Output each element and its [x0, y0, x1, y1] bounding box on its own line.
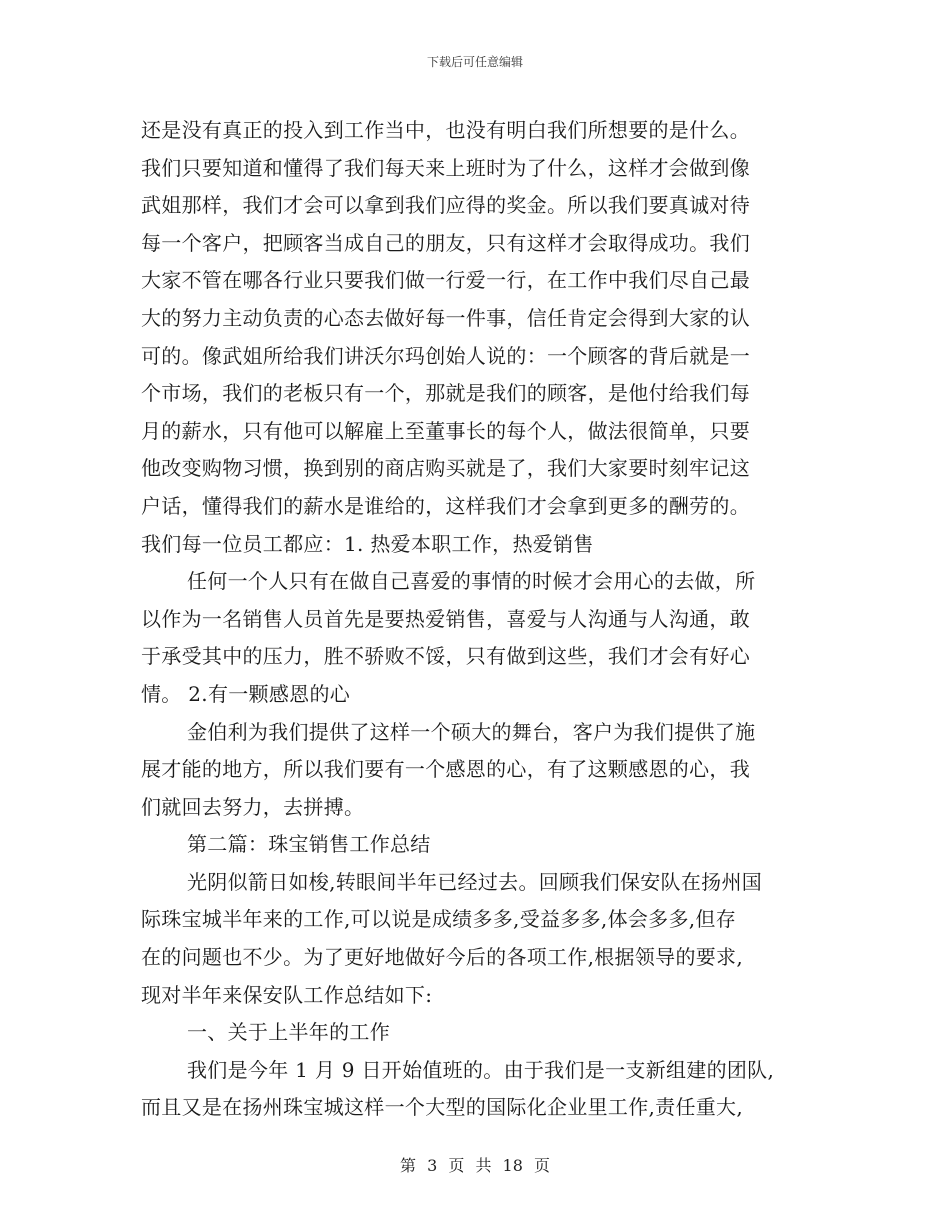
body-line: 我们每一位员工都应：1. 热爱本职工作，热爱销售	[141, 531, 594, 556]
body-line: 个市场，我们的老板只有一个，那就是我们的顾客，是他付给我们每	[141, 381, 750, 406]
body-line: 可的。像武姐所给我们讲沃尔玛创始人说的：一个顾客的背后就是一	[141, 343, 750, 368]
body-line: 每一个客户，把顾客当成自己的朋友，只有这样才会取得成功。我们	[141, 230, 750, 255]
body-line: 际珠宝城半年来的工作,可以说是成绩多多,受益多多,体会多多,但存	[141, 907, 737, 932]
subsection-heading: 一、关于上半年的工作	[187, 1020, 390, 1045]
page-footer: 第 3 页 共 18 页	[400, 1156, 550, 1175]
body-line: 而且又是在扬州珠宝城这样一个大型的国际化企业里工作,责任重大,	[141, 1095, 744, 1120]
body-line: 武姐那样，我们才会可以拿到我们应得的奖金。所以我们要真诚对待	[141, 193, 750, 218]
body-line: 我们只要知道和懂得了我们每天来上班时为了什么，这样才会做到像	[141, 155, 750, 180]
body-line: 我们是今年 1 月 9 日开始值班的。由于我们是一支新组建的团队,	[187, 1057, 775, 1082]
body-line: 任何一个人只有在做自己喜爱的事情的时候才会用心的去做，所	[187, 569, 756, 594]
body-line: 月的薪水，只有他可以解雇上至董事长的每个人，做法很简单，只要	[141, 418, 750, 443]
body-line: 还是没有真正的投入到工作当中，也没有明白我们所想要的是什么。	[141, 118, 750, 142]
body-line: 情。 2.有一颗感恩的心	[141, 681, 351, 706]
body-line: 他改变购物习惯，换到别的商店购买就是了，我们大家要时刻牢记这	[141, 456, 750, 481]
body-line: 在的问题也不少。为了更好地做好今后的各项工作,根据领导的要求,	[141, 945, 744, 970]
body-line: 金伯利为我们提供了这样一个硕大的舞台，客户为我们提供了施	[187, 719, 756, 744]
body-line: 以作为一名销售人员首先是要热爱销售，喜爱与人沟通与人沟通，敢	[141, 606, 750, 631]
body-line: 现对半年来保安队工作总结如下:	[141, 982, 433, 1007]
body-line: 于承受其中的压力，胜不骄败不馁，只有做到这些，我们才会有好心	[141, 644, 750, 669]
body-line: 光阴似箭日如梭,转眼间半年已经过去。回顾我们保安队在扬州国	[187, 869, 763, 894]
body-line: 大的努力主动负责的心态去做好每一件事，信任肯定会得到大家的认	[141, 305, 750, 330]
body-line: 户话，懂得我们的薪水是谁给的，这样我们才会拿到更多的酬劳的。	[141, 493, 750, 518]
document-body	[141, 112, 813, 1127]
body-line: 展才能的地方，所以我们要有一个感恩的心，有了这颗感恩的心，我	[141, 757, 750, 782]
body-line: 们就回去努力，去拼搏。	[141, 794, 365, 819]
page-header: 下载后可任意编辑	[426, 55, 523, 69]
body-line: 大家不管在哪各行业只要我们做一行爱一行，在工作中我们尽自己最	[141, 268, 750, 293]
section-heading: 第二篇：珠宝销售工作总结	[187, 832, 431, 857]
